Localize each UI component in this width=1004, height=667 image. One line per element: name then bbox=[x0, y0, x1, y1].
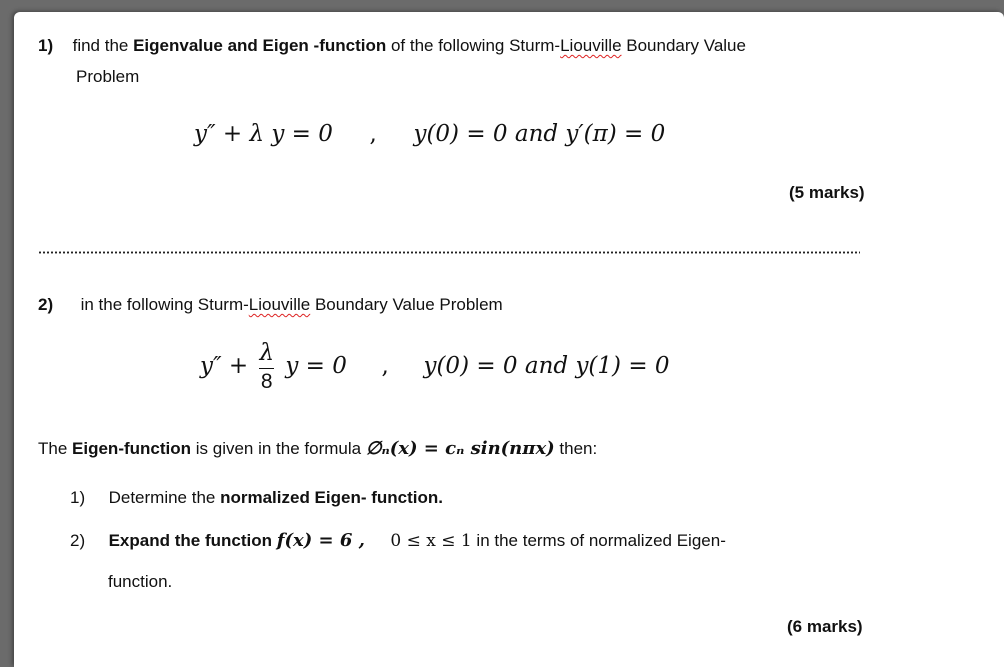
q1-header bbox=[38, 36, 746, 56]
q2-sub2-line2: function. bbox=[108, 572, 173, 591]
q2-spell-word: Liouville bbox=[248, 295, 311, 314]
q1-eq-bc: y(0) = 0 and y′(π) = 0 bbox=[413, 121, 666, 147]
q2-equation bbox=[200, 342, 670, 392]
separator-dotted-line bbox=[38, 251, 860, 254]
q2-eq-lhs-a: y″ + bbox=[200, 353, 249, 379]
q2-text-prefix: in the following Sturm- bbox=[80, 295, 249, 314]
q1-eq-lhs: y″ + λ y = 0 bbox=[194, 121, 333, 147]
q2-sub2-range: 0 ≤ x ≤ 1 bbox=[390, 531, 472, 551]
q2-header bbox=[38, 295, 503, 315]
q2-eq-bc: y(0) = 0 and y(1) = 0 bbox=[423, 353, 670, 379]
q1-number: 1) bbox=[38, 36, 54, 55]
q1-text-line2: Problem bbox=[76, 67, 140, 86]
q2-sub2-number: 2) bbox=[70, 531, 86, 550]
q2-sub1-bold: normalized Eigen- function. bbox=[220, 488, 443, 507]
q2-marks: (6 marks) bbox=[787, 617, 863, 636]
q2-subitem-1 bbox=[70, 488, 443, 508]
q2-sub1-number: 1) bbox=[70, 488, 86, 507]
q1-text-bold: Eigenvalue and Eigen -function bbox=[133, 36, 387, 55]
q1-text-mid: of the following Sturm- bbox=[386, 36, 561, 55]
q2-eq-lhs-b: y = 0 bbox=[285, 353, 347, 379]
q1-marks: (5 marks) bbox=[789, 183, 865, 202]
q2-fraction bbox=[259, 342, 274, 392]
q1-spell-word: Liouville bbox=[560, 36, 622, 55]
q1-eq-sep: , bbox=[369, 121, 377, 147]
q1-text-suffix: Boundary Value bbox=[621, 36, 746, 55]
q1-text-prefix: find the bbox=[72, 36, 134, 55]
q2-sub2-suffix: in the terms of normalized Eigen- bbox=[471, 531, 726, 550]
q2-given-formula: ∅ₙ(x) = cₙ sin(nπx) bbox=[365, 438, 555, 459]
q2-subitem-2 bbox=[70, 530, 726, 551]
document-page bbox=[14, 12, 1004, 667]
q2-given-mid: is given in the formula bbox=[191, 439, 366, 458]
q1-equation bbox=[194, 121, 665, 147]
q2-sub2-bold: Expand the function bbox=[108, 531, 277, 550]
q2-number: 2) bbox=[38, 295, 54, 314]
q2-text-suffix: Boundary Value Problem bbox=[310, 295, 503, 314]
q2-frac-den: 8 bbox=[260, 370, 273, 393]
q2-frac-num: λ bbox=[259, 340, 275, 366]
q2-sub1-prefix: Determine the bbox=[108, 488, 221, 507]
q2-given-line bbox=[38, 438, 597, 459]
q2-eq-sep: , bbox=[381, 353, 389, 379]
q2-sub2-func: f(x) = 6 , bbox=[276, 530, 365, 551]
q2-given-prefix: The bbox=[38, 439, 73, 458]
q2-given-bold: Eigen-function bbox=[72, 439, 192, 458]
q2-given-suffix: then: bbox=[554, 439, 598, 458]
